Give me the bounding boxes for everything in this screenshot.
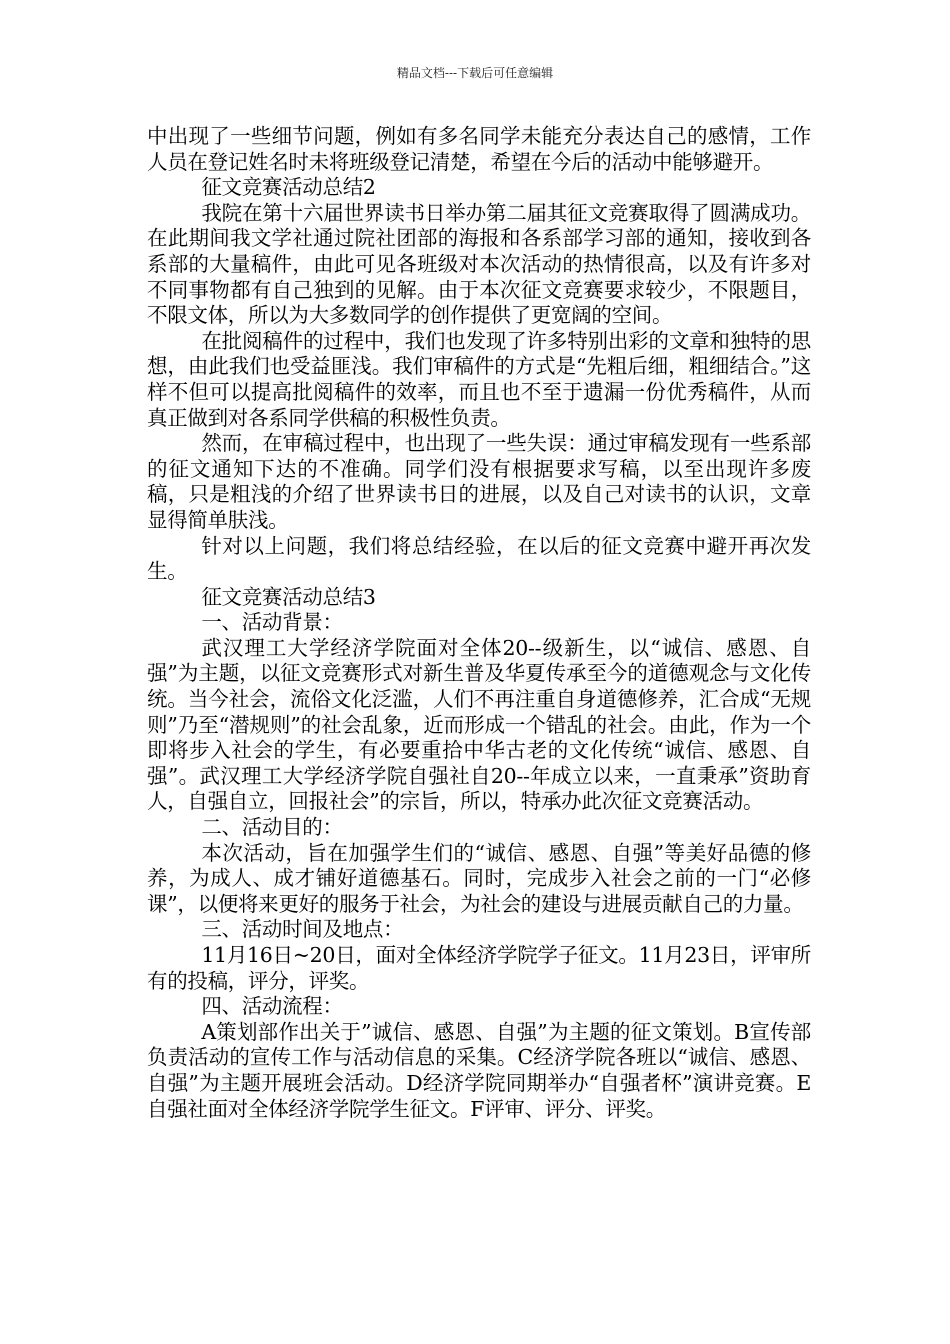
paragraph-review-process: 在批阅稿件的过程中，我们也发现了许多特别出彩的文章和独特的思想，由此我们也受益匪浅。我们审稿件的方式是“先粗后细，粗细结合。”这样不但可以提高批阅稿件的效率，而且也不至于遗漏一份优秀稿件，从而真正做到对各系同学供稿的积极性负责。 [147,328,811,430]
document-body [147,124,811,1122]
paragraph-background: 武汉理工大学经济学院面对全体20--级新生，以“诚信、感恩、自强”为主题，以征文竞赛形式对新生普及华夏传承至今的道德观念与文化传统。当今社会，流俗文化泛滥，人们不再注重自身道德修养，汇合成“无规则”乃至“潜规则”的社会乱象，近而形成一个错乱的社会。由此，作为一个即将步入社会的学生，有必要重拾中华古老的文化传统“诚信、感恩、自强”。武汉理工大学经济学院自强社自20--年成立以来，一直秉承”资助育人，自强自立，回报社会”的宗旨，所以，特承办此次征文竞赛活动。 [147,635,811,814]
paragraph-purpose: 本次活动，旨在加强学生们的“诚信、感恩、自强”等美好品德的修养，为成人、成才铺好道德基石。同时，完成步入社会之前的一门“必修课”，以便将来更好的服务于社会，为社会的建设与进展贡献自己的力量。 [147,840,811,916]
heading-time-place: 三、活动时间及地点： [201,917,404,942]
page-header: 精品文档---下载后可任意编辑 [396,66,554,80]
paragraph-mistakes: 然而，在审稿过程中，也出现了一些失误：通过审稿发现有一些系部的征文通知下达的不准确。同学们没有根据要求写稿，以至出现许多废稿，只是粗浅的介绍了世界读书日的进展，以及自己对读书的认识，文章显得简单肤浅。 [147,431,811,532]
paragraph-continuation: 中出现了一些细节问题，例如有多名同学未能充分表达自己的感情，工作人员在登记姓名时未将班级登记清楚，希望在今后的活动中能够避开。 [147,124,811,174]
heading-purpose: 二、活动目的： [201,815,343,840]
paragraph-lessons: 针对以上问题，我们将总结经验，在以后的征文竞赛中避开再次发生。 [147,533,811,584]
section-title-summary-2: 征文竞赛活动总结2 [201,175,376,200]
section-title-summary-3: 征文竞赛活动总结3 [201,584,376,609]
heading-process: 四、活动流程： [201,994,343,1019]
paragraph-time-place: 11月16日~20日，面对全体经济学院学子征文。11月23日，评审所有的投稿，评分，评奖。 [147,943,811,993]
heading-background: 一、活动背景： [201,610,343,635]
paragraph-process: A策划部作出关于”诚信、感恩、自强”为主题的征文策划。B宣传部负责活动的宣传工作与活动信息的采集。C经济学院各班以“诚信、感恩、自强”为主题开展班会活动。D经济学院同期举办“自强者杯”演讲竞赛。E自强社面对全体经济学院学生征文。F评审、评分、评奖。 [147,1019,811,1121]
paragraph-success: 我院在第十六届世界读书日举办第二届其征文竞赛取得了圆满成功。在此期间我文学社通过院社团部的海报和各系部学习部的通知，接收到各系部的大量稿件，由此可见各班级对本次活动的热情很高，以及有许多对不同事物都有自己独到的见解。由于本次征文竞赛要求较少，不限题目，不限文体，所以为大多数同学的创作提供了更宽阔的空间。 [147,200,811,328]
